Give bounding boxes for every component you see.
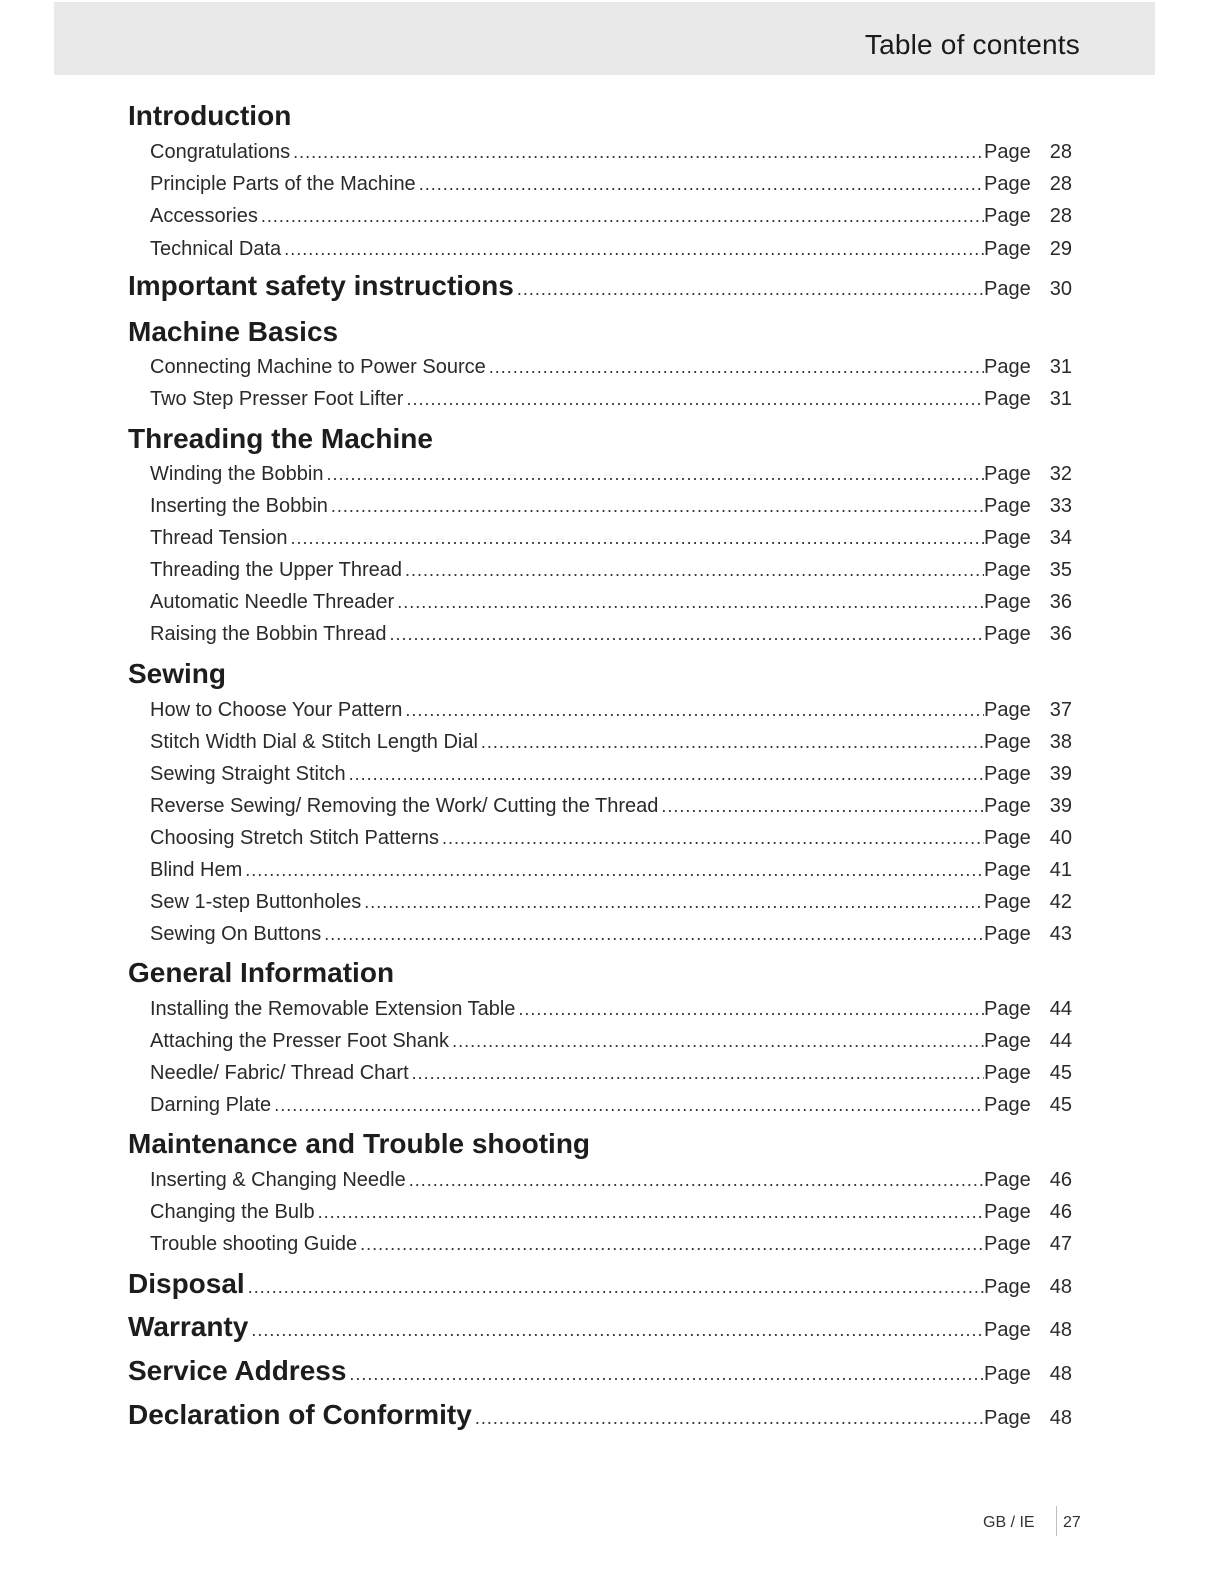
page-word: Page [984,795,1031,817]
dot-leader [360,1234,984,1255]
page-word: Page [984,238,1031,260]
toc-page-number: 43 [1049,923,1072,945]
toc-entry[interactable] [150,795,1072,823]
page-title: Table of contents [864,29,1080,60]
toc-entry-label: Changing the Bulb [150,1201,315,1223]
dot-leader [261,206,984,227]
page-word: Page [984,463,1031,485]
toc-entry-label: Accessories [150,205,258,227]
toc-entry-label: Stitch Width Dial & Stitch Length Dial [150,731,478,753]
toc-page-number: 38 [1049,731,1072,753]
toc-page-number: 39 [1049,795,1072,817]
dot-leader [318,1202,984,1223]
page-word: Page [984,1201,1031,1223]
toc-entry[interactable] [150,463,1072,491]
dot-leader [405,700,984,721]
section-heading-machine-basics: Machine Basics [128,316,339,347]
toc-page-number: 42 [1049,891,1072,913]
page-word: Page [984,1276,1031,1298]
toc-entry[interactable] [150,141,1072,169]
toc-entry[interactable] [150,388,1072,416]
page-word: Page [984,1169,1031,1191]
toc-entry-label: Trouble shooting Guide [150,1233,358,1255]
toc-major-entry[interactable] [128,1355,1072,1391]
toc-page-number: 30 [1049,278,1072,300]
dot-leader [481,732,984,753]
toc-entry-label: Automatic Needle Threader [150,591,395,613]
toc-entry[interactable] [150,559,1072,587]
toc-page-number: 29 [1049,238,1072,260]
toc-entry-label: How to Choose Your Pattern [150,699,403,721]
toc-entry[interactable] [150,1094,1072,1122]
toc-entry[interactable] [150,731,1072,759]
toc-entry-label: Choosing Stretch Stitch Patterns [150,827,440,849]
toc-page-number: 31 [1049,356,1072,378]
toc-entry-label: Connecting Machine to Power Source [150,356,486,378]
footer-page-number: 27 [1063,1514,1081,1531]
toc-page-number: 41 [1049,859,1072,881]
footer-region-label: GB / IE [983,1514,1035,1531]
toc-entry[interactable] [150,623,1072,651]
toc-page-number: 44 [1049,998,1072,1020]
page-word: Page [984,1233,1031,1255]
section-heading-general-information: General Information [128,957,395,988]
toc-entry-label: Reverse Sewing/ Removing the Work/ Cutting the Thread [150,795,659,817]
toc-page-number: 36 [1049,591,1072,613]
toc-page-number: 48 [1049,1407,1072,1429]
toc-entry-label: Principle Parts of the Machine [150,173,416,195]
page-word: Page [984,1030,1031,1052]
page-word: Page [984,998,1031,1020]
toc-page-number: 48 [1049,1363,1072,1385]
section-heading-safety: Important safety instructions [128,270,514,301]
toc-entry[interactable] [150,1062,1072,1090]
toc-entry[interactable] [150,699,1072,727]
dot-leader [291,528,985,549]
dot-leader [248,1277,984,1298]
dot-leader [293,142,984,163]
toc-entry[interactable] [150,1030,1072,1058]
dot-leader [475,1408,984,1429]
dot-leader [452,1031,984,1052]
toc-entry-label: Attaching the Presser Foot Shank [150,1030,450,1052]
toc-entry-label: Thread Tension [150,527,288,549]
page-word: Page [984,891,1031,913]
dot-leader [389,624,984,645]
toc-major-entry[interactable] [128,1399,1072,1435]
page-word: Page [984,923,1031,945]
toc-entry-label: Technical Data [150,238,282,260]
toc-page-number: 45 [1049,1062,1072,1084]
dot-leader [251,1320,984,1341]
dot-leader [517,279,984,300]
dot-leader [442,828,984,849]
page-word: Page [984,1094,1031,1116]
toc-page-number: 40 [1049,827,1072,849]
page-word: Page [984,559,1031,581]
toc-page-number: 33 [1049,495,1072,517]
toc-entry-label: Needle/ Fabric/ Thread Chart [150,1062,409,1084]
toc-entry-label: Sewing Straight Stitch [150,763,346,785]
dot-leader [324,924,984,945]
footer-divider [1056,1506,1057,1536]
toc-page-number: 28 [1049,141,1072,163]
page-word: Page [984,827,1031,849]
toc-entry[interactable] [150,238,1072,266]
section-heading-maintenance: Maintenance and Trouble shooting [128,1128,591,1159]
toc-entry[interactable] [150,173,1072,201]
toc-page-number: 31 [1049,388,1072,410]
toc-entry-label: Winding the Bobbin [150,463,324,485]
dot-leader [349,764,984,785]
toc-page-number: 46 [1049,1201,1072,1223]
toc-entry-label: Sewing On Buttons [150,923,322,945]
toc-page-number: 28 [1049,173,1072,195]
dot-leader [331,496,984,517]
toc-page-number: 34 [1049,527,1072,549]
toc-entry[interactable] [150,998,1072,1026]
dot-leader [274,1095,984,1116]
header-band [54,2,1155,75]
page-word: Page [984,1407,1031,1429]
toc-page-number: 32 [1049,463,1072,485]
toc-page-number: 37 [1049,699,1072,721]
section-heading-sewing: Sewing [128,658,227,689]
dot-leader [489,357,984,378]
page-word: Page [984,731,1031,753]
dot-leader [419,174,984,195]
page-word: Page [984,173,1031,195]
page-word: Page [984,278,1031,300]
toc-entry[interactable] [150,591,1072,619]
toc-page-number: 28 [1049,205,1072,227]
page-word: Page [984,763,1031,785]
toc-page-number: 45 [1049,1094,1072,1116]
toc-entry[interactable] [150,1169,1072,1197]
toc-entry-label: Inserting the Bobbin [150,495,328,517]
page-word: Page [984,356,1031,378]
page-word: Page [984,1062,1031,1084]
toc-entry-label: Sew 1-step Buttonholes [150,891,362,913]
section-heading-threading: Threading the Machine [128,423,433,454]
toc-entry[interactable] [150,205,1072,233]
dot-leader [364,892,984,913]
toc-major-entry[interactable] [128,1311,1072,1347]
toc-entry-label: Blind Hem [150,859,243,881]
toc-entry[interactable] [150,827,1072,855]
page-word: Page [984,527,1031,549]
dot-leader [412,1063,984,1084]
page-footer [0,1512,1219,1538]
toc-entry[interactable] [150,891,1072,919]
toc-entry[interactable] [150,923,1072,951]
toc-entry-label: Inserting & Changing Needle [150,1169,406,1191]
dot-leader [518,999,984,1020]
toc-entry[interactable] [150,763,1072,791]
page-word: Page [984,859,1031,881]
section-heading-warranty: Warranty [128,1311,249,1342]
dot-leader [661,796,984,817]
page-word: Page [984,699,1031,721]
toc-page-number: 35 [1049,559,1072,581]
toc-entry[interactable] [150,356,1072,384]
toc-entry-label: Two Step Presser Foot Lifter [150,388,404,410]
toc-entry-label: Installing the Removable Extension Table [150,998,516,1020]
dot-leader [245,860,984,881]
page-word: Page [984,623,1031,645]
section-heading-service-address: Service Address [128,1355,347,1386]
dot-leader [284,239,984,260]
dot-leader [349,1364,984,1385]
toc-entry-label: Threading the Upper Thread [150,559,403,581]
toc-page-number: 48 [1049,1319,1072,1341]
page-word: Page [984,141,1031,163]
toc-page-number: 48 [1049,1276,1072,1298]
toc-page-number: 46 [1049,1169,1072,1191]
dot-leader [405,560,984,581]
toc-entry-label: Congratulations [150,141,291,163]
toc-entry-label: Raising the Bobbin Thread [150,623,387,645]
toc-entry[interactable] [150,859,1072,887]
dot-leader [397,592,984,613]
toc-page-number: 39 [1049,763,1072,785]
section-heading-introduction: Introduction [128,100,292,131]
toc-major-entry[interactable] [128,270,1072,306]
toc-page-number: 36 [1049,623,1072,645]
dot-leader [409,1170,984,1191]
page-word: Page [984,495,1031,517]
page-word: Page [984,1319,1031,1341]
toc-entry[interactable] [150,1233,1072,1261]
toc-entry[interactable] [150,495,1072,523]
page-word: Page [984,591,1031,613]
dot-leader [326,464,984,485]
toc-page-number: 47 [1049,1233,1072,1255]
page-word: Page [984,205,1031,227]
toc-entry[interactable] [150,1201,1072,1229]
page-word: Page [984,388,1031,410]
toc-entry-label: Darning Plate [150,1094,272,1116]
dot-leader [406,389,984,410]
toc-page-number: 44 [1049,1030,1072,1052]
toc-major-entry[interactable] [128,1268,1072,1304]
section-heading-declaration: Declaration of Conformity [128,1399,472,1430]
toc-entry[interactable] [150,527,1072,555]
section-heading-disposal: Disposal [128,1268,245,1299]
page-word: Page [984,1363,1031,1385]
